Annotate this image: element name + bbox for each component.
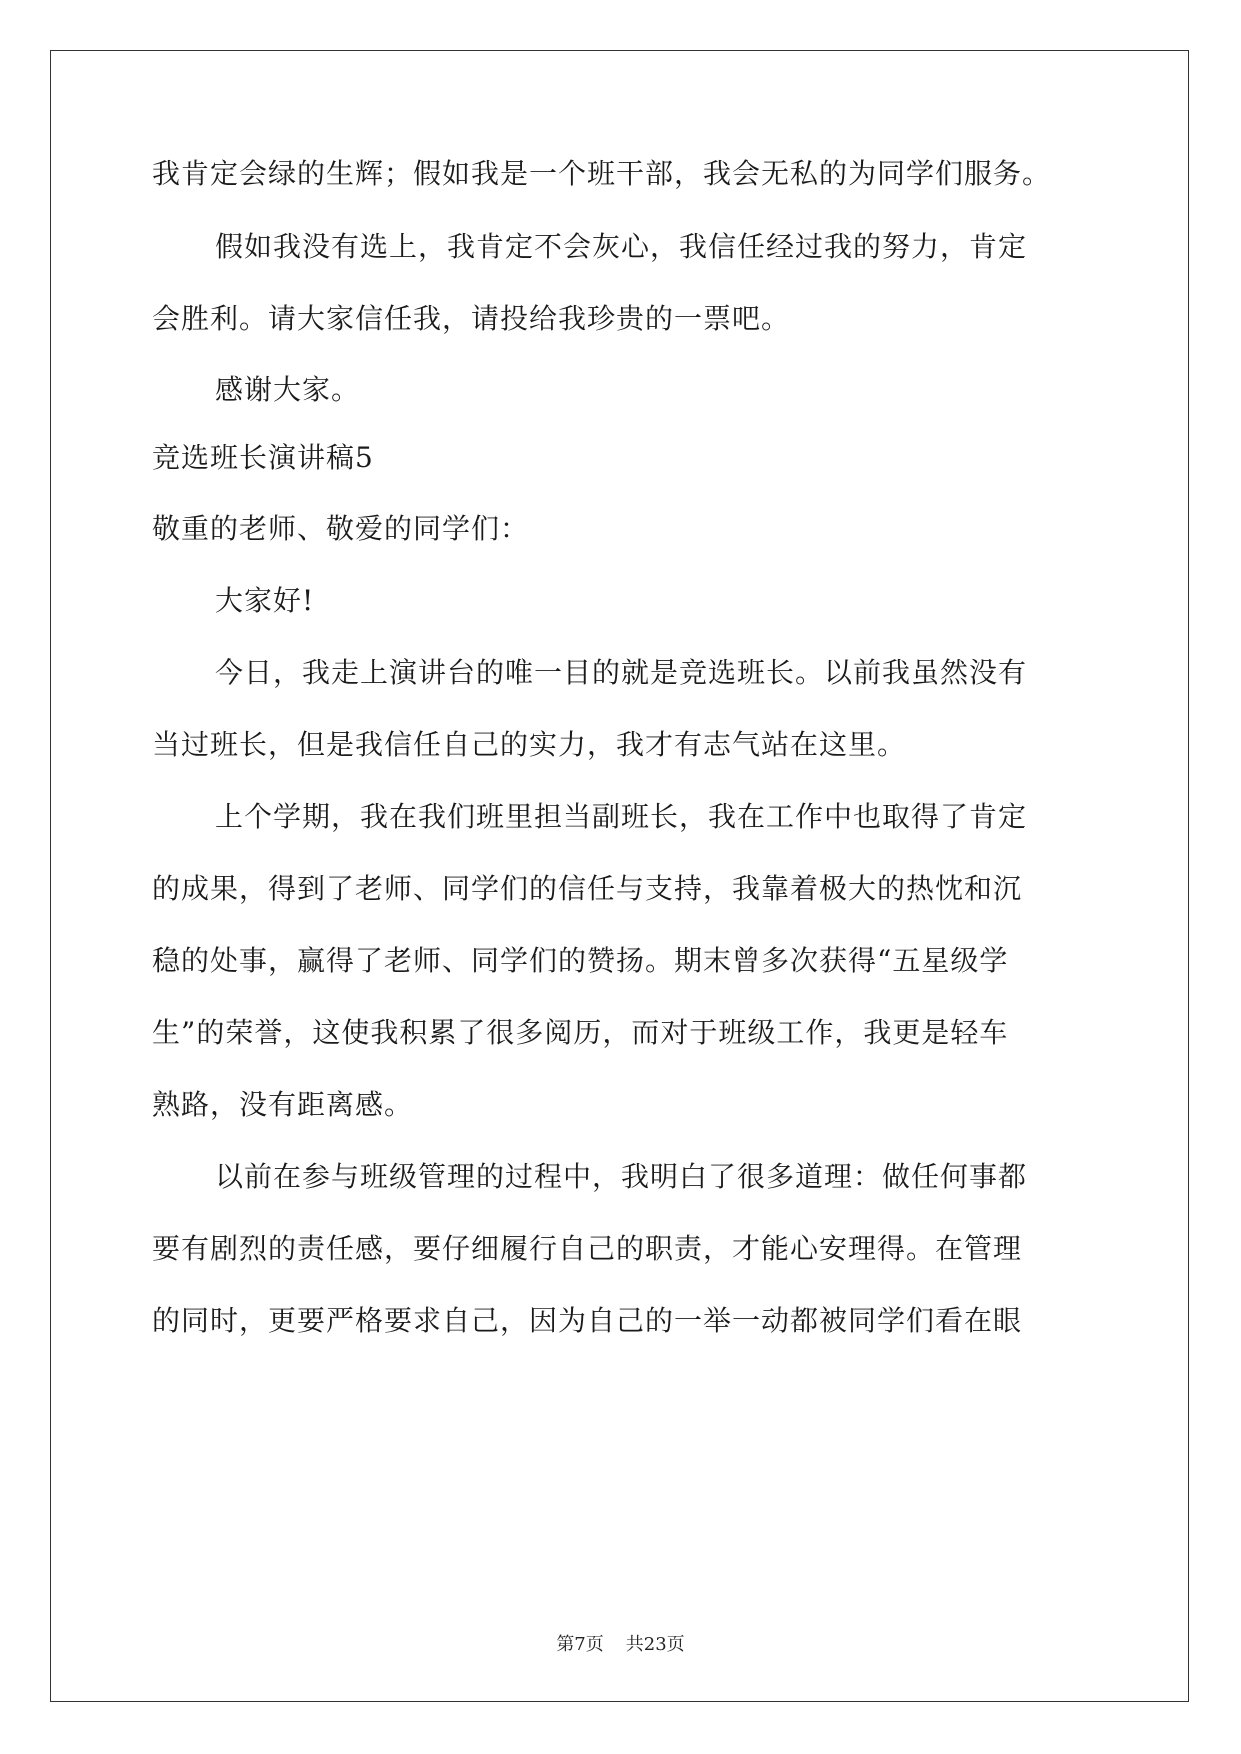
salutation: 敬重的老师、敬爱的同学们：: [152, 512, 530, 545]
text-line: 熟路，没有距离感。: [152, 1088, 414, 1121]
page-total: 共23页: [625, 1634, 685, 1655]
text-line: 的成果，得到了老师、同学们的信任与支持，我靠着极大的热忱和沉: [152, 872, 1023, 905]
text-line: 要有剧烈的责任感，要仔细履行自己的职责，才能心安理得。在管理: [152, 1232, 1023, 1265]
text-line: 当过班长，但是我信任自己的实力，我才有志气站在这里。: [152, 728, 907, 761]
text-line: 今日，我走上演讲台的唯一目的就是竞选班长。以前我虽然没有: [215, 656, 1028, 689]
page-number: 第7页: [556, 1634, 604, 1655]
section-heading: 竞选班长演讲稿5: [152, 441, 374, 474]
text-line: 感谢大家。: [215, 373, 361, 406]
greeting: 大家好!: [215, 584, 315, 617]
text-line: 的同时，更要严格要求自己，因为自己的一举一动都被同学们看在眼: [152, 1304, 1023, 1337]
text-line: 以前在参与班级管理的过程中，我明白了很多道理：做任何事都: [215, 1160, 1028, 1193]
text-line: 稳的处事，赢得了老师、同学们的赞扬。期末曾多次获得“五星级学: [152, 944, 1009, 977]
text-line: 会胜利。请大家信任我，请投给我珍贵的一票吧。: [152, 302, 791, 335]
text-line: 生”的荣誉，这使我积累了很多阅历，而对于班级工作，我更是轻车: [152, 1016, 1009, 1049]
text-line: 上个学期，我在我们班里担当副班长，我在工作中也取得了肯定: [215, 800, 1028, 833]
text-line: 假如我没有选上，我肯定不会灰心，我信任经过我的努力，肯定: [215, 230, 1028, 263]
page-footer: [0, 1633, 1241, 1657]
text-line: 我肯定会绿的生辉；假如我是一个班干部，我会无私的为同学们服务。: [152, 157, 1052, 190]
